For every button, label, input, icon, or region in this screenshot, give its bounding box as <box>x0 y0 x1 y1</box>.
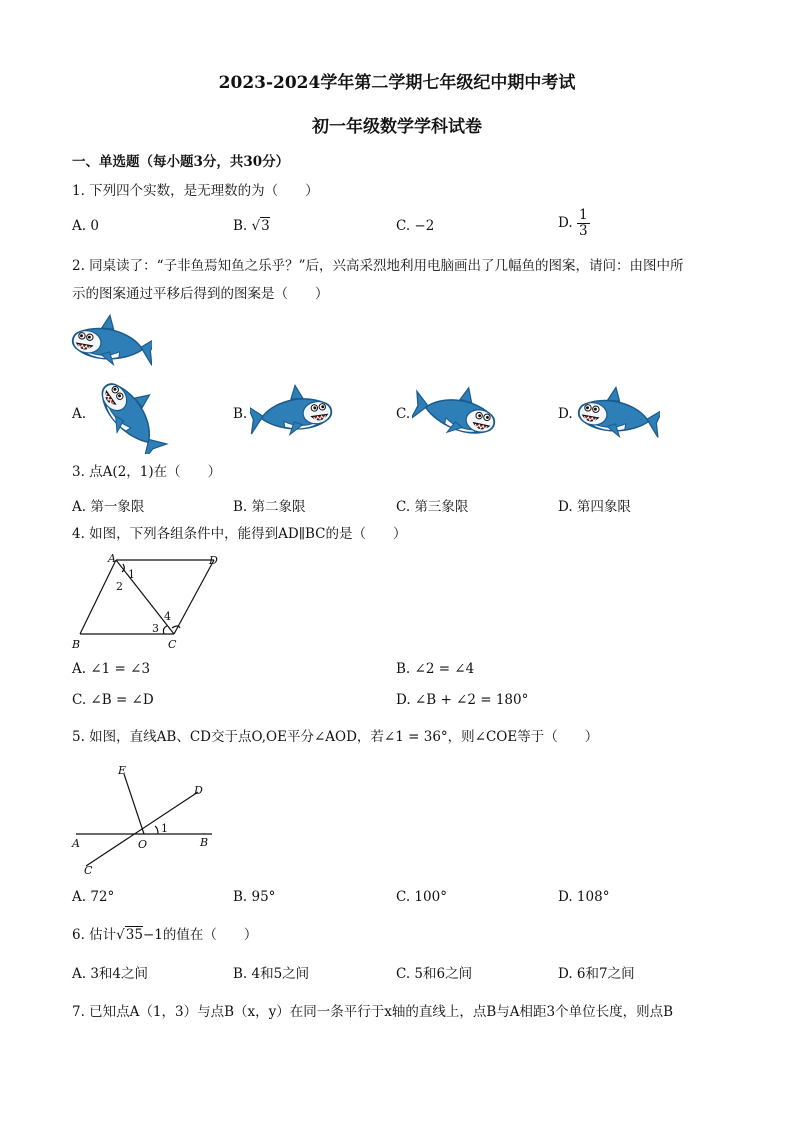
angle-4-arc <box>172 626 180 628</box>
q5-option-c: C. 100° <box>396 889 447 905</box>
question-3-stem: 3. 点A(2，1)在（ ） <box>72 464 222 480</box>
q3-option-c: C. 第三象限 <box>396 499 469 515</box>
point-d-label: D <box>209 554 218 567</box>
q4-parallelogram-diagram <box>66 550 226 654</box>
angle-2-label: 2 <box>116 580 123 593</box>
q2-option-a-shark-image <box>88 376 172 454</box>
q2-option-b-shark-image <box>250 384 336 442</box>
q4-option-a: A. ∠1 = ∠3 <box>72 661 151 677</box>
q1-option-b-radicand: 3 <box>261 218 270 234</box>
q3-option-d: D. 第四象限 <box>558 499 631 515</box>
q2-option-c-shark-image <box>412 384 502 442</box>
point-o-label: O <box>138 838 148 851</box>
fraction-numerator: 1 <box>578 207 588 223</box>
angle-3-label: 3 <box>152 622 159 635</box>
q4-option-b: B. ∠2 = ∠4 <box>396 661 475 677</box>
ray-oe <box>124 774 144 834</box>
question-5-stem: 5. 如图，直线AB、CD交于点O,OE平分∠AOD，若∠1 = 36°，则∠COE等于（ ） <box>72 729 599 745</box>
question-2-stem-line1: 2. 同桌读了：“子非鱼焉知鱼之乐乎？”后，兴高采烈地利用电脑画出了几幅鱼的图案，请问：由图中所 <box>72 258 684 274</box>
q6-option-c: C. 5和6之间 <box>396 966 473 982</box>
point-b-label: B <box>72 638 81 651</box>
point-c-label: C <box>168 638 177 651</box>
point-d-label: D <box>194 784 203 797</box>
q4-option-d: D. ∠B + ∠2 = 180° <box>396 692 529 708</box>
exam-subtitle: 初一年级数学学科试卷 <box>312 117 482 137</box>
q1-option-d <box>558 208 590 239</box>
angle-1-label: 1 <box>161 822 168 835</box>
sqrt-symbol: √ <box>116 927 125 943</box>
question-6-stem <box>72 922 257 948</box>
q2-option-d-shark-image <box>574 386 660 444</box>
q4-option-c: C. ∠B = ∠D <box>72 692 154 708</box>
q6-stem-suffix: −1的值在（ ） <box>142 927 258 943</box>
section-heading: 一、单选题（每小题3分，共30分） <box>72 154 290 170</box>
q1-option-d-prefix: D. <box>558 215 573 231</box>
segment-dc <box>174 560 214 634</box>
q5-option-a: A. 72° <box>72 889 115 905</box>
q5-option-d: D. 108° <box>558 889 610 905</box>
segment-ab <box>80 560 116 634</box>
q6-option-a: A. 3和4之间 <box>72 966 149 982</box>
question-2-stem-line2: 示的图案通过平移后得到的图案是（ ） <box>72 286 329 302</box>
q1-option-c: C. −2 <box>396 218 435 234</box>
q1-option-b-prefix: B. <box>233 218 248 234</box>
angle-3-arc <box>163 626 167 634</box>
q6-option-d: D. 6和7之间 <box>558 966 635 982</box>
q2-option-c-label: C. <box>396 406 411 422</box>
q2-option-a-label: A. <box>72 406 87 422</box>
question-4-stem: 4. 如图，下列各组条件中，能得到AD∥BC的是（ ） <box>72 526 407 542</box>
q5-option-b: B. 95° <box>233 889 276 905</box>
point-e-label: E <box>118 764 127 777</box>
q5-intersecting-lines-diagram <box>66 756 226 880</box>
q1-option-d-fraction <box>577 208 590 239</box>
q1-option-a: A. 0 <box>72 218 99 234</box>
q2-option-d-label: D. <box>558 406 573 422</box>
q6-stem-prefix: 6. 估计 <box>72 927 117 943</box>
angle-1-label: 1 <box>128 568 135 581</box>
point-a-label: A <box>108 552 116 565</box>
sqrt-symbol: √ <box>251 218 261 234</box>
q1-option-b <box>233 218 270 234</box>
point-b-label: B <box>200 836 209 849</box>
q6-radicand: 35 <box>125 927 143 943</box>
original-shark-image <box>70 312 152 372</box>
q3-option-b: B. 第二象限 <box>233 499 306 515</box>
point-a-label: A <box>72 837 80 850</box>
angle-1-arc <box>155 826 158 834</box>
point-c-label: C <box>84 864 93 877</box>
exam-title: 2023-2024学年第二学期七年级纪中期中考试 <box>218 73 576 93</box>
q6-option-b: B. 4和5之间 <box>233 966 310 982</box>
q2-option-b-label: B. <box>233 406 248 422</box>
fraction-denominator: 3 <box>578 223 588 239</box>
q3-option-a: A. 第一象限 <box>72 499 145 515</box>
angle-4-label: 4 <box>164 610 171 623</box>
question-1-stem: 1. 下列四个实数，是无理数的为（ ） <box>72 183 319 199</box>
question-7-stem: 7. 已知点A（1，3）与点B（x，y）在同一条平行于x轴的直线上，点B与A相距3个单位长度，则点B <box>72 1004 674 1020</box>
